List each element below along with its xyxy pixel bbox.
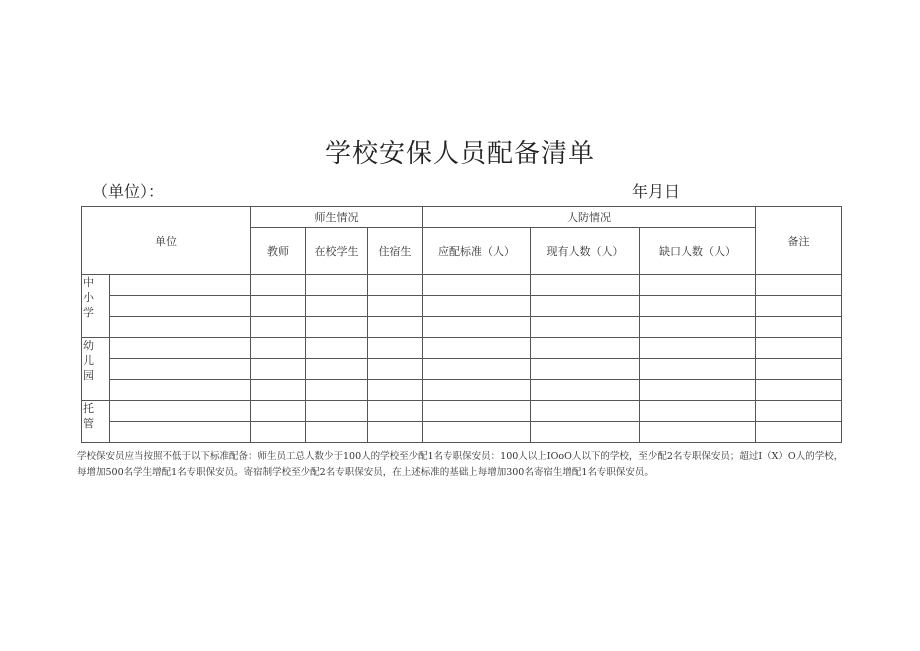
table-row — [82, 422, 842, 443]
group-label-char: 学 — [83, 306, 94, 319]
group-label-char: 小 — [83, 291, 94, 304]
table-cell[interactable] — [756, 380, 842, 401]
table-cell[interactable] — [110, 380, 251, 401]
remarks-header: 备注 — [756, 207, 842, 275]
table-cell[interactable] — [368, 296, 423, 317]
table-cell[interactable] — [756, 401, 842, 422]
table-cell[interactable] — [423, 359, 531, 380]
staffing-table — [81, 206, 842, 443]
page-title: 学校安保人员配备清单 — [324, 139, 595, 169]
table-cell[interactable] — [251, 422, 306, 443]
group-label — [82, 275, 110, 338]
table-cell[interactable] — [368, 338, 423, 359]
table-cell[interactable] — [110, 275, 251, 296]
table-cell[interactable] — [368, 401, 423, 422]
table-cell[interactable] — [368, 275, 423, 296]
group-label — [82, 338, 110, 401]
table-cell[interactable] — [640, 401, 756, 422]
table-cell[interactable] — [423, 296, 531, 317]
table-cell[interactable] — [531, 296, 640, 317]
table-cell[interactable] — [251, 401, 306, 422]
table-cell[interactable] — [251, 275, 306, 296]
staffing-standard-note: 学校保安员应当按照不低于以下标准配备：师生员工总人数少于100人的学校至少配1名专职保安员：100人以上IOoO人以下的学校，至少配2名专职保安员；超过I（X）O人的学校，每增加500名学生增配1名专职保安员。寄宿制学校至少配2名专职保安员，在上述标准的基础上每增加300名寄宿生增配1名专职保安员。 — [77, 451, 844, 478]
table-cell[interactable] — [306, 401, 368, 422]
table-cell[interactable] — [531, 338, 640, 359]
table-cell[interactable] — [756, 338, 842, 359]
table-cell[interactable] — [756, 275, 842, 296]
table-cell[interactable] — [531, 401, 640, 422]
table-cell[interactable] — [368, 317, 423, 338]
table-cell[interactable] — [640, 380, 756, 401]
teachers-header: 教师 — [251, 228, 306, 275]
group-label-char: 幼 — [83, 339, 94, 352]
table-cell[interactable] — [306, 296, 368, 317]
table-cell[interactable] — [531, 422, 640, 443]
boarders-header: 住宿生 — [368, 228, 423, 275]
required-staff-header: 应配标准（人） — [423, 228, 531, 275]
table-cell[interactable] — [368, 359, 423, 380]
table-cell[interactable] — [251, 338, 306, 359]
table-cell[interactable] — [423, 275, 531, 296]
table-cell[interactable] — [531, 380, 640, 401]
shortfall-header: 缺口人数（人） — [640, 228, 756, 275]
table-cell[interactable] — [640, 338, 756, 359]
group-label-char: 儿 — [83, 354, 94, 367]
table-cell[interactable] — [251, 296, 306, 317]
group-label-char: 管 — [83, 417, 94, 430]
students-header: 在校学生 — [306, 228, 368, 275]
table-cell[interactable] — [531, 275, 640, 296]
group-label-char: 托 — [83, 402, 94, 415]
table-cell[interactable] — [368, 422, 423, 443]
table-cell[interactable] — [306, 275, 368, 296]
unit-label: （单位）： — [92, 182, 165, 201]
table-cell[interactable] — [368, 380, 423, 401]
table-cell[interactable] — [756, 317, 842, 338]
date-label: 年月日 — [632, 182, 681, 201]
table-cell[interactable] — [756, 422, 842, 443]
table-cell[interactable] — [640, 422, 756, 443]
table-cell[interactable] — [306, 338, 368, 359]
table-row — [82, 275, 842, 296]
table-cell[interactable] — [640, 296, 756, 317]
table-cell[interactable] — [306, 422, 368, 443]
table-cell[interactable] — [251, 317, 306, 338]
table-cell[interactable] — [756, 359, 842, 380]
table-cell[interactable] — [423, 401, 531, 422]
table-row — [82, 338, 842, 359]
table-cell[interactable] — [110, 296, 251, 317]
security-group-header: 人防情况 — [423, 207, 756, 228]
table-cell[interactable] — [423, 317, 531, 338]
group-label-char: 中 — [83, 276, 94, 289]
table-cell[interactable] — [423, 422, 531, 443]
group-label — [82, 401, 110, 443]
table-cell[interactable] — [110, 359, 251, 380]
table-cell[interactable] — [640, 275, 756, 296]
table-row — [82, 401, 842, 422]
table-row — [82, 380, 842, 401]
table-cell[interactable] — [306, 317, 368, 338]
table-cell[interactable] — [640, 359, 756, 380]
table-cell[interactable] — [531, 359, 640, 380]
current-staff-header: 现有人数（人） — [531, 228, 640, 275]
group-label-char: 园 — [83, 369, 94, 382]
table-cell[interactable] — [110, 422, 251, 443]
table-cell[interactable] — [110, 401, 251, 422]
table-cell[interactable] — [423, 380, 531, 401]
table-cell[interactable] — [110, 338, 251, 359]
unit-header: 单位 — [82, 207, 251, 275]
table-cell[interactable] — [306, 380, 368, 401]
table-cell[interactable] — [756, 296, 842, 317]
table-cell[interactable] — [531, 317, 640, 338]
table-cell[interactable] — [251, 359, 306, 380]
teacher-student-group-header: 师生情况 — [251, 207, 423, 228]
table-cell[interactable] — [110, 317, 251, 338]
table-row — [82, 296, 842, 317]
table-cell[interactable] — [306, 359, 368, 380]
table-cell[interactable] — [423, 338, 531, 359]
table-cell[interactable] — [640, 317, 756, 338]
table-row — [82, 317, 842, 338]
table-row — [82, 359, 842, 380]
table-cell[interactable] — [251, 380, 306, 401]
